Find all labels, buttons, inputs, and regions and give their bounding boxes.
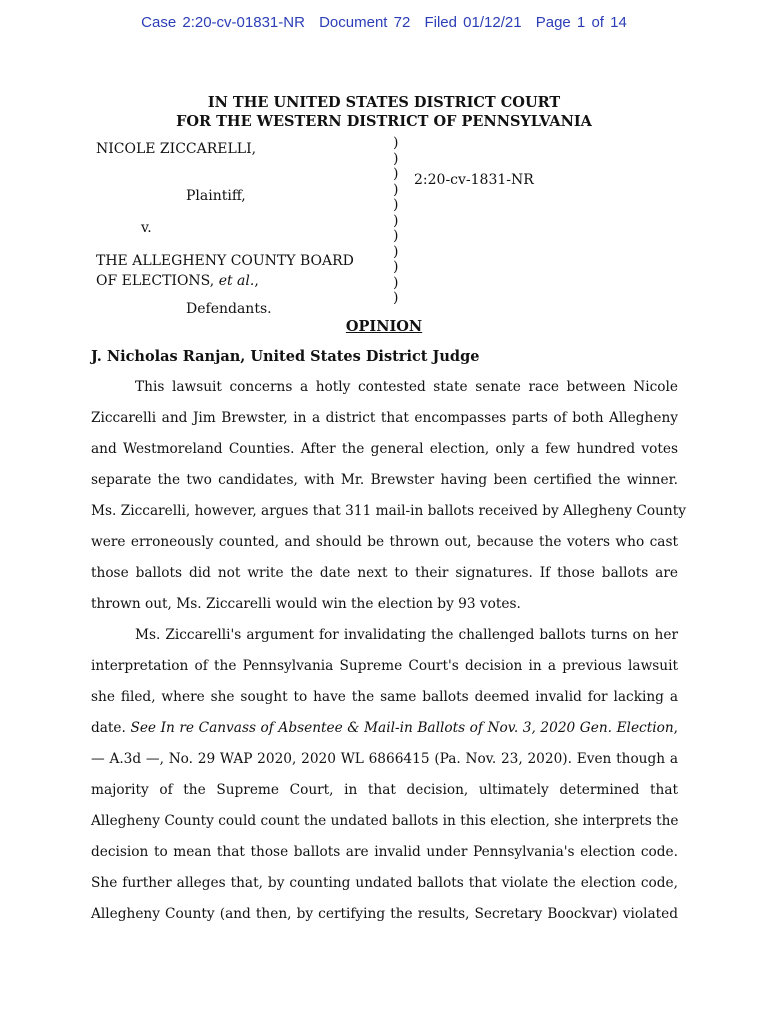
paragraph-2-line: decision to mean that those ballots are invalid under Pennsylvania's election code.: [91, 844, 678, 860]
paragraph-2-citation-line: [91, 716, 678, 747]
paragraph-1-line: Ms. Ziccarelli, however, argues that 311 mail-in ballots received by Allegheny County: [91, 503, 686, 519]
paren: ): [393, 274, 399, 291]
paragraph-2-line: majority of the Supreme Court, in that decision, ultimately determined that: [91, 782, 678, 798]
case-number: 2:20-cv-1831-NR: [414, 172, 534, 188]
paragraph-2-line: Allegheny County could count the undated ballots in this election, she interprets the: [91, 813, 679, 829]
court-line-2: FOR THE WESTERN DISTRICT OF PENNSYLVANIA: [176, 113, 592, 130]
opinion-title: OPINION: [345, 318, 423, 335]
paragraph-2-line: — A.3d —, No. 29 WAP 2020, 2020 WL 6866415 (Pa. Nov. 23, 2020). Even though a: [91, 751, 678, 767]
page-header: [0, 14, 768, 31]
defendant-line-1: THE ALLEGHENY COUNTY BOARD: [96, 253, 354, 269]
citation-end: ,: [673, 720, 678, 736]
defendant-line-2-text: OF ELECTIONS,: [96, 273, 219, 289]
court-heading: [0, 93, 768, 131]
citation-title: See In re Canvass of Absentee & Mail-in Ballots of Nov. 3, 2020 Gen. Election: [130, 720, 674, 736]
paren: ): [393, 150, 399, 167]
paragraph-2-line: She further alleges that, by counting undated ballots that violate the election code,: [91, 875, 678, 891]
paragraph-2-line: interpretation of the Pennsylvania Supreme Court's decision in a previous lawsuit: [91, 658, 678, 674]
et-al: et al.: [218, 273, 255, 289]
opinion-body: [91, 375, 686, 933]
paren: ): [393, 181, 399, 198]
case-number-header: Case 2:20-cv-01831-NR: [141, 14, 305, 31]
caption-parentheses: [393, 136, 405, 307]
versus: v.: [141, 220, 152, 236]
defendant-line-2: [96, 273, 259, 289]
defendant-line-2-end: ,: [254, 273, 259, 289]
page-count: Page 1 of 14: [535, 14, 627, 31]
paragraph-2-line: Ms. Ziccarelli's argument for invalidating the challenged ballots turns on her: [135, 627, 678, 643]
defendant-role: Defendants.: [186, 301, 272, 317]
paren: ): [393, 228, 399, 244]
paren: ): [393, 243, 399, 260]
paragraph-1-line: This lawsuit concerns a hotly contested state senate race between Nicole: [135, 379, 678, 395]
paragraph-1-line: Ziccarelli and Jim Brewster, in a district that encompasses parts of both Allegheny: [91, 410, 678, 426]
judge-name: J. Nicholas Ranjan, United States District Judge: [91, 348, 480, 365]
paragraph-1-line: those ballots did not write the date next to their signatures. If those ballots are: [91, 565, 678, 581]
paren: ): [393, 197, 399, 213]
plaintiff-name: NICOLE ZICCARELLI,: [96, 141, 257, 157]
document-number: Document 72: [319, 14, 411, 31]
paren: ): [393, 290, 399, 306]
paren: ): [393, 135, 399, 151]
paragraph-1-line: separate the two candidates, with Mr. Brewster having been certified the winner.: [91, 472, 678, 488]
paren: ): [393, 259, 399, 275]
paragraph-2-line: Allegheny County (and then, by certifying the results, Secretary Boockvar) violated: [91, 906, 678, 922]
court-line-1: IN THE UNITED STATES DISTRICT COURT: [207, 94, 561, 111]
paren: ): [393, 166, 399, 182]
paragraph-1-line: were erroneously counted, and should be thrown out, because the voters who cast: [91, 534, 678, 550]
citation-lead: date.: [91, 720, 131, 736]
paragraph-1-line: and Westmoreland Counties. After the general election, only a few hundred votes: [91, 441, 678, 457]
paren: ): [393, 212, 399, 229]
paragraph-1-line: thrown out, Ms. Ziccarelli would win the election by 93 votes.: [91, 596, 521, 612]
paragraph-2-line: she filed, where she sought to have the same ballots deemed invalid for lacking a: [91, 689, 678, 705]
filed-date: Filed 01/12/21: [424, 14, 522, 31]
plaintiff-role: Plaintiff,: [186, 188, 246, 204]
